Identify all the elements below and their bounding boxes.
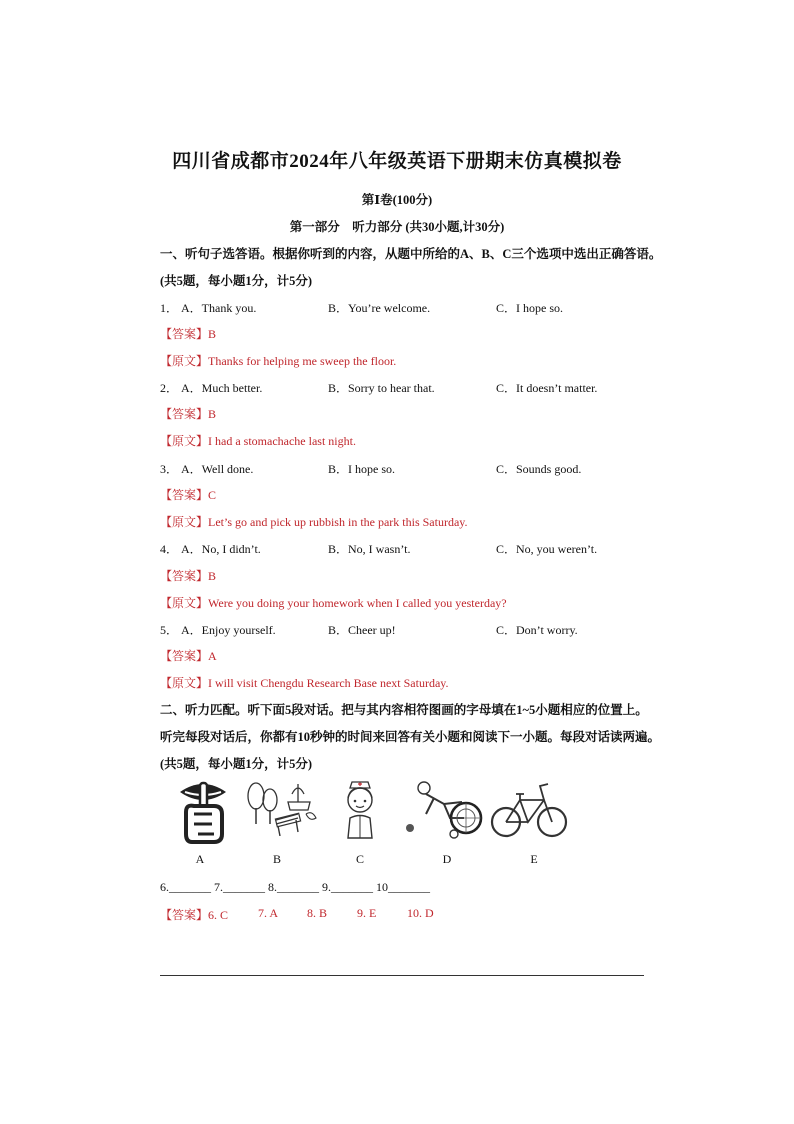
answer-6: 【答案】6. C [160, 908, 229, 922]
option-a: A．Enjoy yourself. [181, 623, 276, 637]
option-a: A．Well done. [181, 462, 254, 476]
source-line: 【原文】Were you doing your homework when I called you yesterday? [160, 596, 507, 610]
nurse-icon [340, 780, 380, 840]
question-number: 4． [160, 542, 179, 556]
bicycle-icon [490, 780, 568, 840]
option-b: B．Cheer up! [328, 623, 396, 637]
option-a: A．Much better. [181, 381, 263, 395]
section2-instruction-2: 听完每段对话后，你都有10秒钟的时间来回答有关小题和阅读下一小题。每段对话读两遍。 [160, 730, 661, 744]
answer-9: 9. E [357, 906, 377, 920]
answer-8: 8. B [307, 906, 328, 920]
option-c: C．Don’t worry. [496, 623, 578, 637]
section2-score: (共5题，每小题1分，计5分) [160, 757, 313, 771]
answer-7: 7. A [258, 906, 279, 920]
option-b: B．You’re welcome. [328, 301, 431, 315]
exam-title: 四川省成都市2024年八年级英语下册期末仿真模拟卷 [172, 151, 622, 172]
answer-line: 【答案】B [160, 407, 217, 421]
source-line: 【原文】I had a stomachache last night. [160, 434, 356, 448]
picture-label-a: A [195, 852, 205, 866]
option-c: C．I hope so. [496, 301, 563, 315]
question-number: 2． [160, 381, 179, 395]
source-line: 【原文】Let’s go and pick up rubbish in the park this Saturday. [160, 515, 468, 529]
answer-line: 【答案】C [160, 488, 217, 502]
footer-divider [160, 975, 644, 976]
answer-line: 【答案】A [160, 649, 217, 663]
source-line: 【原文】I will visit Chengdu Research Base next Saturday. [160, 676, 449, 690]
option-c: C．No, you weren’t. [496, 542, 598, 556]
volume-heading: 第Ⅰ卷(100分) [361, 193, 433, 207]
picture-label-b: B [272, 852, 281, 866]
picture-label-d: D [442, 852, 452, 866]
option-b: B．Sorry to hear that. [328, 381, 435, 395]
section1-score: (共5题，每小题1分，计5分) [160, 274, 313, 288]
question-number: 1． [160, 301, 179, 315]
option-b: B．I hope so. [328, 462, 395, 476]
quiet-sign-icon [176, 778, 230, 844]
park-bench-icon [246, 780, 320, 836]
part-heading: 第一部分 听力部分 (共30小题,计30分) [289, 220, 505, 234]
wheelchair-icon [404, 780, 486, 840]
option-c: C．It doesn’t matter. [496, 381, 598, 395]
option-b: B．No, I wasn’t. [328, 542, 411, 556]
section2-instruction-1: 二、听力匹配。听下面5段对话。把与其内容相符图画的字母填在1~5小题相应的位置上。 [160, 703, 648, 717]
option-c: C．Sounds good. [496, 462, 582, 476]
source-line: 【原文】Thanks for helping me sweep the floor. [160, 354, 397, 368]
blanks-line: 6._______ 7._______ 8._______ 9._______ 10_______ [160, 880, 430, 894]
answer-line: 【答案】B [160, 569, 217, 583]
option-a: A．Thank you. [181, 301, 257, 315]
section1-instruction: 一、听句子选答语。根据你听到的内容，从题中所给的A、B、C三个选项中选出正确答语。 [160, 247, 662, 261]
picture-label-e: E [530, 852, 538, 866]
question-number: 5． [160, 623, 179, 637]
question-number: 3． [160, 462, 179, 476]
option-a: A．No, I didn’t. [181, 542, 261, 556]
picture-label-c: C [355, 852, 364, 866]
answer-10: 10. D [407, 906, 434, 920]
answer-line: 【答案】B [160, 327, 217, 341]
